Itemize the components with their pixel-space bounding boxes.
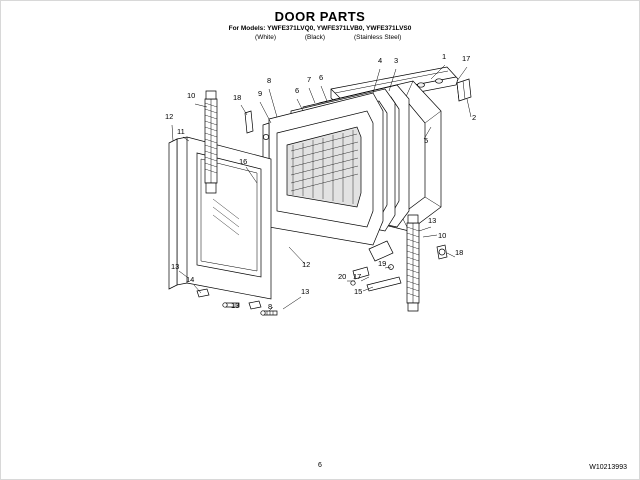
finish-stainless: (Stainless Steel) — [354, 34, 402, 41]
callout-10a: 10 — [187, 91, 196, 100]
callout-13c: 13 — [301, 287, 310, 296]
callout-18b: 18 — [455, 248, 464, 257]
callout-13a: 13 — [171, 262, 180, 271]
part-door-window-glass — [169, 137, 271, 309]
callout-17b: 17 — [353, 272, 362, 281]
callout-13b: 13 — [231, 301, 240, 310]
callout-17a: 17 — [462, 54, 471, 63]
callout-3: 3 — [394, 56, 399, 65]
page-title: DOOR PARTS — [274, 9, 366, 24]
callout-6a: 6 — [319, 73, 324, 82]
part-door-front-assembly — [263, 93, 383, 245]
callout-16: 16 — [239, 157, 248, 166]
callout-2: 2 — [472, 113, 477, 122]
callout-8b: 8 — [268, 302, 273, 311]
part-end-cap — [457, 79, 471, 101]
callout-9: 9 — [258, 89, 263, 98]
models-line: For Models: YWFE371LVQ0, YWFE371LVB0, YWFE371LVS0 — [228, 25, 412, 32]
callout-11: 11 — [177, 127, 185, 136]
document-code: W10213993 — [589, 464, 627, 471]
callout-14: 14 — [186, 275, 195, 284]
callout-20: 20 — [338, 272, 347, 281]
finish-black: (Black) — [304, 34, 326, 41]
callout-7: 7 — [307, 75, 312, 84]
callout-13d: 13 — [428, 216, 437, 225]
page-number: 6 — [318, 462, 322, 469]
door-parts-exploded-diagram — [1, 41, 640, 341]
callout-4: 4 — [378, 56, 383, 65]
callout-19: 19 — [378, 259, 387, 268]
callout-12a: 12 — [165, 112, 174, 121]
callout-8a: 8 — [267, 76, 272, 85]
callout-18a: 18 — [233, 93, 242, 102]
finishes-line — [1, 34, 639, 41]
callout-10b: 10 — [438, 231, 447, 240]
callout-12b: 12 — [302, 260, 311, 269]
callout-1: 1 — [442, 52, 447, 61]
finish-white: (White) — [255, 34, 276, 41]
callout-6b: 6 — [295, 86, 300, 95]
callout-15: 15 — [354, 287, 363, 296]
callout-5: 5 — [424, 136, 429, 145]
